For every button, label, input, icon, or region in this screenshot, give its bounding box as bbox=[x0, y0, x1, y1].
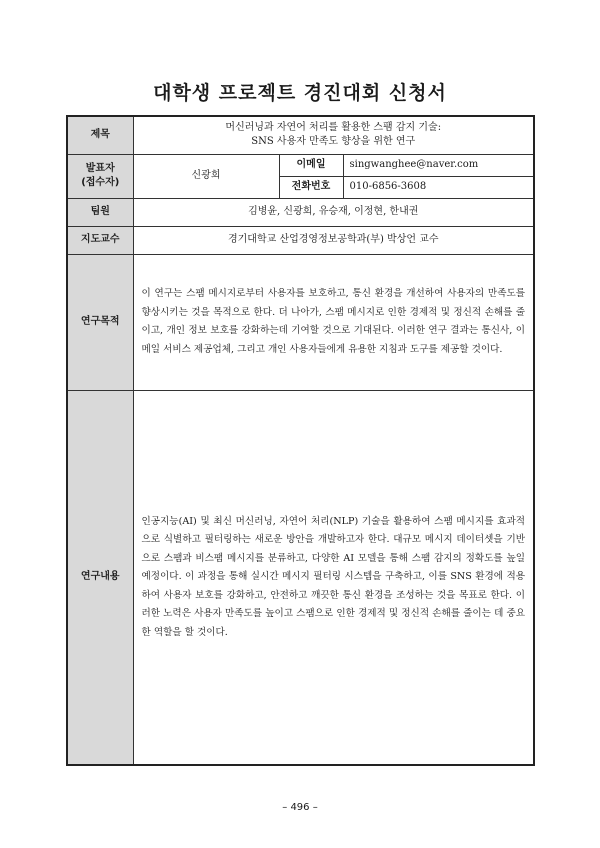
subject-value bbox=[133, 116, 534, 154]
presenter-name: 신광희 bbox=[133, 154, 279, 198]
purpose-text: 이 연구는 스팸 메시지로부터 사용자를 보호하고, 통신 환경을 개선하여 사용자의 만족도를 향상시키는 것을 목적으로 한다. 더 나아가, 스팸 메시지로 인한 경제적 및 정신적 손해를 줄이고, 개인 정보 보호를 강화하는데 기여할 것으로 기대된다. 이러한 연구 결과는 통신사, 이메일 서비스 제공업체, 그리고 개인 사용자들에게 유용한 지침과 도구를 제공할 것이다. bbox=[141, 288, 525, 355]
subject-row bbox=[67, 116, 534, 154]
page-number: – 496 – bbox=[282, 802, 318, 813]
advisor-value: 경기대학교 산업경영정보공학과(부) 박상언 교수 bbox=[133, 226, 534, 254]
presenter-label-line-1: 발표자 bbox=[85, 162, 115, 174]
email-label: 이메일 bbox=[279, 154, 343, 176]
purpose-label: 연구목적 bbox=[67, 254, 133, 390]
subject-line-2: SNS 사용자 만족도 향상을 위한 연구 bbox=[251, 136, 416, 148]
advisor-row bbox=[67, 226, 534, 254]
subject-label: 제목 bbox=[67, 116, 133, 154]
presenter-label bbox=[67, 154, 133, 198]
document-title: 대학생 프로젝트 경진대회 신청서 bbox=[153, 82, 447, 104]
purpose-cell bbox=[133, 254, 534, 390]
application-form bbox=[66, 115, 535, 766]
content-cell bbox=[133, 390, 534, 765]
presenter-label-line-2: (접수자) bbox=[81, 177, 120, 188]
content-row bbox=[67, 390, 534, 765]
presenter-row-email bbox=[67, 154, 534, 176]
content-text: 인공지능(AI) 및 최신 머신러닝, 자연어 처리(NLP) 기술을 활용하여 스팸 메시지를 효과적으로 식별하고 필터링하는 새로운 방안을 개발하고자 한다. 대규모 메시지 데이터셋을 기반으로 스팸과 비스팸 메시지를 분류하고, 다양한 AI 모델을 통해 스팸 감지의 정확도를 높일 예정이다. 이 과정을 통해 실시간 메시지 필터링 시스템을 구축하고, 이를 SNS 환경에 적용하여 사용자 보호를 강화하고, 안전하고 깨끗한 통신 환경을 조성하는 것을 목표로 한다. 이러한 노력은 사용자 만족도를 높이고 스팸으로 인한 경제적 및 정신적 손해를 줄이는 데 중요한 역할을 할 것이다. bbox=[141, 515, 525, 638]
subject-line-1: 머신러닝과 자연어 처리를 활용한 스팸 감지 기술: bbox=[225, 121, 442, 133]
advisor-label: 지도교수 bbox=[67, 226, 133, 254]
team-members: 김병윤, 신광희, 유승재, 이정현, 한내권 bbox=[133, 198, 534, 226]
email-value: singwanghee@naver.com bbox=[343, 154, 534, 176]
team-label: 팀원 bbox=[67, 198, 133, 226]
phone-value: 010-6856-3608 bbox=[343, 176, 534, 198]
content-label: 연구내용 bbox=[67, 390, 133, 765]
team-row bbox=[67, 198, 534, 226]
purpose-row bbox=[67, 254, 534, 390]
phone-label: 전화번호 bbox=[279, 176, 343, 198]
